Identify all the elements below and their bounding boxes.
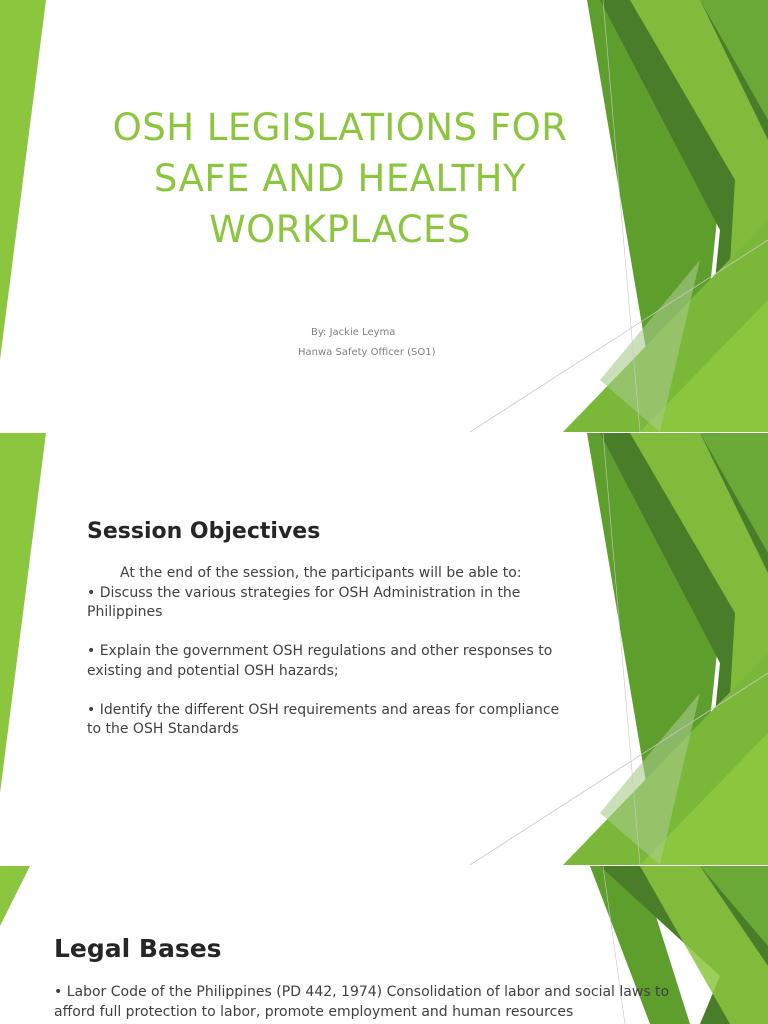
title-line: OSH LEGISLATIONS FOR: [112, 106, 568, 149]
objectives-body: [87, 564, 567, 759]
objectives-intro: At the end of the session, the participants will be able to:: [120, 565, 522, 581]
title-line: SAFE AND HEALTHY: [153, 157, 527, 200]
author-role: Hanwa Safety Officer (SO1): [298, 347, 436, 358]
objective-bullet: • Discuss the various strategies for OSH Administration in the Philippines: [87, 584, 521, 620]
objective-bullet: • Explain the government OSH regulations and other responses to existing and potential OSH hazards;: [87, 643, 553, 679]
slide-title: [0, 0, 768, 432]
author-byline: By: Jackie Leyma: [311, 327, 396, 338]
presentation-title: [80, 102, 600, 255]
session-objectives-heading: Session Objectives: [87, 519, 321, 544]
objective-bullet: • Identify the different OSH requirements and areas for compliance to the OSH Standards: [87, 701, 560, 737]
legal-bases-bullet: • Labor Code of the Philippines (PD 442, 1974) Consolidation of labor and social laws to afford full protection to labor, promote employment and human resources: [54, 984, 670, 1020]
legal-bases-heading: Legal Bases: [54, 934, 222, 963]
title-line: WORKPLACES: [209, 208, 471, 251]
